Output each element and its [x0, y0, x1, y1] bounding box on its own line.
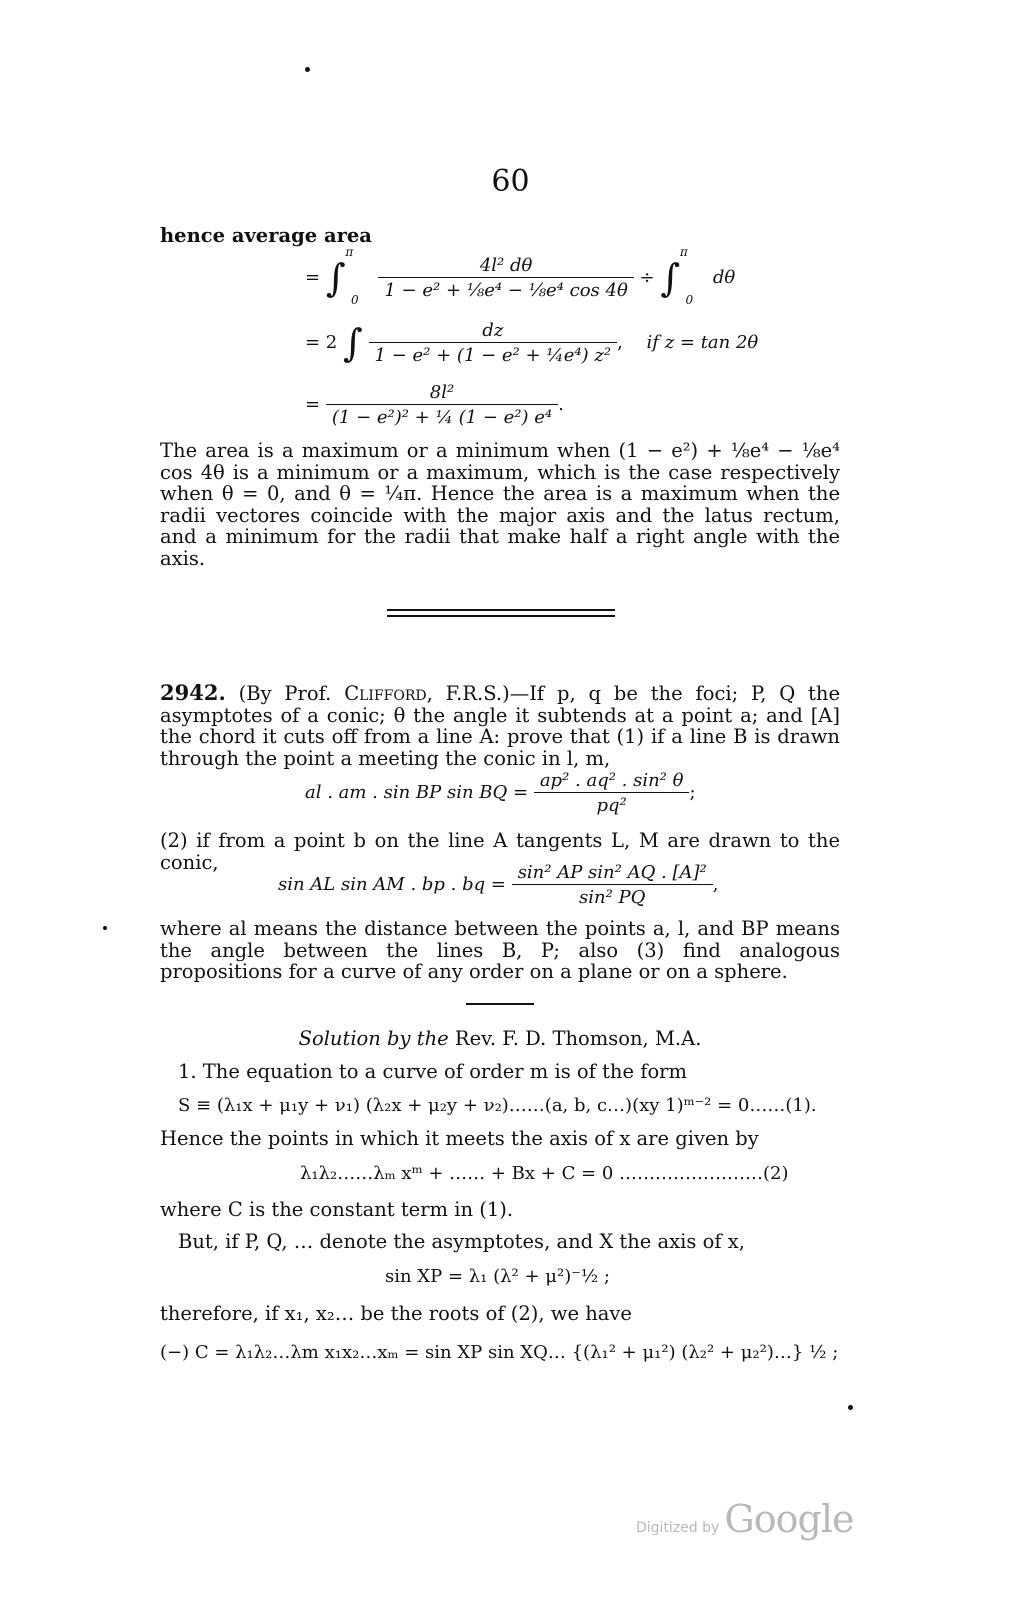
problem-author: Clifford: [344, 682, 427, 705]
int-lower-limit: 0: [351, 292, 359, 307]
eq-suffix: .: [558, 394, 564, 415]
fraction-denominator: pq²: [596, 795, 627, 816]
eq-condition: if z = tan 2θ: [646, 332, 759, 353]
equation-4: (−) C = λ₁λ₂…λm x₁x₂…xₘ = sin XP sin XQ… {(λ₁² + μ₁²) (λ₂² + μ₂²)…} ½ ;: [160, 1342, 839, 1363]
eq-left-side: sin AL sin AM . bp . bq =: [278, 874, 506, 895]
divide-sign: ÷: [639, 267, 655, 288]
fraction-numerator: dz: [369, 320, 618, 343]
fraction-numerator: 4l² dθ: [378, 255, 633, 278]
solution-heading-italic: Solution by the: [298, 1027, 449, 1050]
equation-problem-1: [305, 770, 696, 816]
equation-3: sin XP = λ₁ (λ² + μ²)⁻½ ;: [385, 1266, 610, 1287]
int-lower-limit: 0: [685, 292, 694, 307]
solution-author: Rev. F. D. Thomson, M.A.: [454, 1027, 702, 1050]
fraction: [512, 862, 713, 908]
fraction-denominator: (1 − e²)² + ¼ (1 − e²) e⁴: [331, 407, 553, 428]
eq-prefix: = 2: [305, 332, 338, 353]
int-upper-limit: π: [345, 245, 354, 259]
integrand: dθ: [712, 267, 736, 288]
int-upper-limit: π: [679, 245, 688, 259]
watermark-logo-text: Google: [724, 1497, 854, 1541]
separator-rule-top: [387, 609, 615, 611]
equation-2: λ₁λ₂……λₘ xᵐ + …… + Bx + C = 0 ……………………(2): [300, 1163, 789, 1184]
equation-problem-2: [278, 862, 718, 908]
integral-sign-icon: ∫: [325, 256, 346, 300]
separator-short-rule: [466, 1003, 534, 1005]
solution-line-5: therefore, if x₁, x₂… be the roots of (2), we have: [160, 1302, 632, 1325]
equation-result: [305, 382, 564, 428]
problem-part-2: (2) if from a point b on the line A tangents L, M are drawn to the conic,: [160, 829, 840, 874]
fraction-denominator: sin² PQ: [579, 887, 646, 908]
fraction-numerator: ap² . aq² . sin² θ: [534, 770, 690, 793]
equation-S: S ≡ (λ₁x + μ₁y + ν₁) (λ₂x + μ₂y + ν₂)……(a, b, c…)(xy 1)ᵐ⁻² = 0……(1).: [178, 1095, 817, 1116]
integral-sign-icon: ∫: [660, 256, 681, 300]
fraction-denominator: 1 − e² + ⅛e⁴ − ⅛e⁴ cos 4θ: [384, 280, 628, 301]
page-number: 60: [491, 164, 530, 199]
solution-line-3: where C is the constant term in (1).: [160, 1198, 514, 1221]
eq-prefix: =: [305, 394, 321, 415]
equation-average-area: [305, 245, 736, 307]
problem-statement: [160, 682, 840, 769]
intro-text: hence average area: [160, 224, 372, 247]
eq-suffix: ,: [617, 332, 623, 353]
problem-paragraph-2: where al means the distance between the points a, l, and BP means the angle between the lines B, P; also (3) find analogous propositions for a curve of any order on a plane or on a sphere.: [160, 917, 840, 983]
solution-line-2: Hence the points in which it meets the axis of x are given by: [160, 1127, 759, 1150]
fraction: [378, 255, 633, 301]
google-watermark: [636, 1497, 853, 1541]
solution-line-1: 1. The equation to a curve of order m is of the form: [178, 1060, 687, 1083]
fraction: [326, 382, 558, 428]
equation-substitution: [305, 320, 758, 366]
eq-left-side: al . am . sin BP sin BQ =: [305, 782, 529, 803]
speck-mark: [848, 1405, 853, 1410]
eq-prefix: =: [305, 267, 321, 288]
fraction-denominator: 1 − e² + (1 − e² + ¼e⁴) z²: [374, 345, 612, 366]
fraction-numerator: 8l²: [326, 382, 558, 405]
watermark-small-text: Digitized by: [636, 1520, 720, 1536]
solution-line-4: But, if P, Q, … denote the asymptotes, and X the axis of x,: [178, 1230, 745, 1253]
integral-sign-icon: ∫: [343, 321, 363, 365]
separator-rule-bottom: [387, 615, 615, 617]
solution-heading: [0, 1028, 1000, 1050]
problem-text: , F.R.S.)—If p, q be the foci; P, Q the asymptotes of a conic; θ the angle it subtends at a point a; and [A] the chord it cuts off from a line A: prove that (1) if a line B is drawn through the point a meeting the conic in l, m,: [160, 682, 841, 770]
problem-number: 2942.: [160, 680, 226, 705]
paragraph-area-extrema: The area is a maximum or a minimum when (1 − e²) + ⅛e⁴ − ⅛e⁴ cos 4θ is a minimum or a maximum, which is the case respectively when θ = 0, and θ = ¼π. Hence the area is a maximum when the radii vectores coincide with the major axis and the latus rectum, and a minimum for the radii that make half a right angle with the axis.: [160, 439, 840, 570]
author-prefix: (By Prof.: [238, 682, 332, 705]
speck-mark: [103, 926, 107, 930]
fraction-numerator: sin² AP sin² AQ . [A]²: [512, 862, 713, 885]
eq-suffix: ;: [689, 782, 696, 803]
fraction: [369, 320, 618, 366]
fraction: [534, 770, 690, 816]
speck-mark: [305, 67, 310, 72]
eq-suffix: ,: [712, 874, 719, 895]
